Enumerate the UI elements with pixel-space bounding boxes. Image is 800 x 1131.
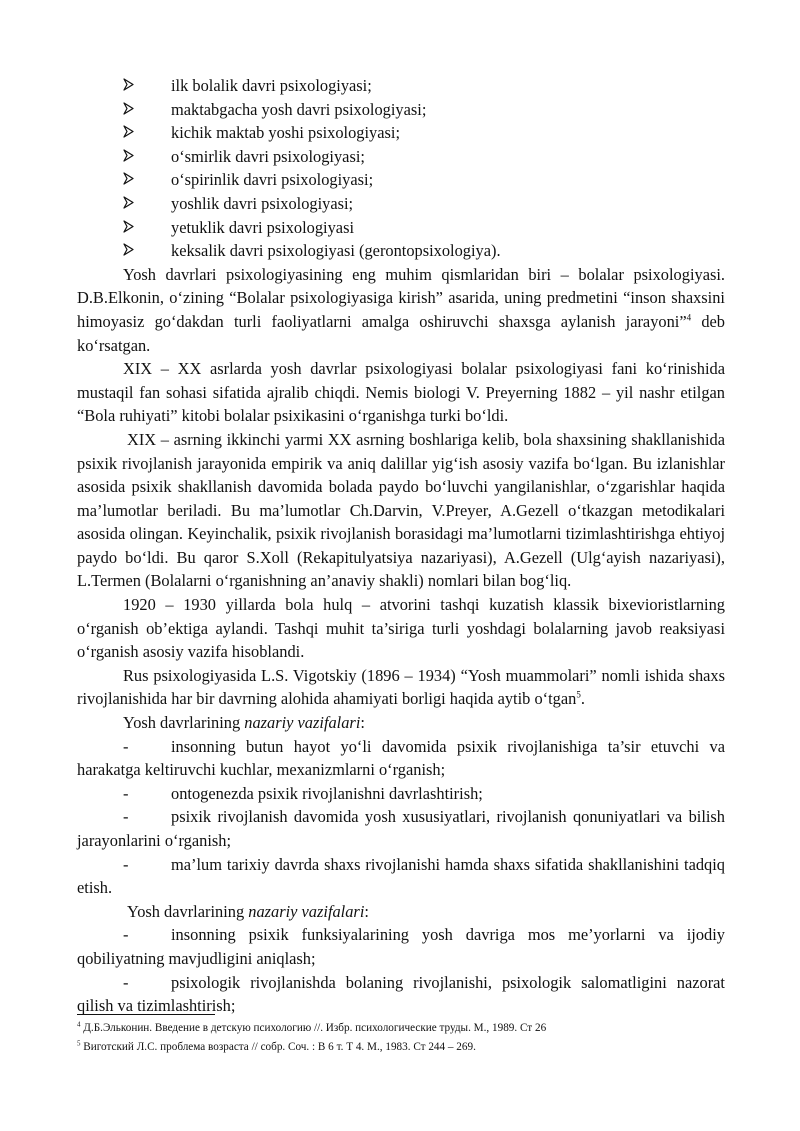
list-item: - psixik rivojlanish davomida yosh xususiyatlari, rivojlanish qonuniyatlari va bilish jarayonlarini o‘rganish; [77, 807, 725, 850]
arrow-bullet-icon [123, 192, 134, 216]
footnote-divider [77, 1014, 215, 1015]
list-item: o‘smirlik davri psixologiyasi; [77, 145, 725, 169]
list-item: kichik maktab yoshi psixologiyasi; [77, 121, 725, 145]
list-item: - insonning butun hayot yo‘li davomida psixik rivojlanishiga ta’sir etuvchi va harakatga keltiruvchi kuchlar, mexanizmlarni o‘rganish; [77, 736, 725, 780]
section-heading: Yosh davrlarining nazariy vazifalari: [123, 713, 365, 733]
section-heading: Yosh davrlarining nazariy vazifalari: [127, 901, 369, 921]
footnote-ref[interactable]: 4 [686, 312, 692, 323]
dash-marker: - [123, 972, 129, 992]
list-item: yoshlik davri psixologiyasi; [77, 192, 725, 216]
arrow-bullet-icon [123, 239, 134, 263]
arrow-bullet-icon [123, 168, 134, 192]
arrow-bullet-icon [123, 74, 134, 98]
paragraph-vygotsky: Rus psixologiyasida L.S. Vigotskiy (1896 – 1934) “Yosh muammolari” nomli ishida shaxs rivojlanishida har bir davrning alohida ahamiyati borligi haqida aytib o‘tgan$^5$. [77, 665, 725, 709]
footnotes [77, 1014, 725, 1057]
list-item: o‘spirinlik davri psixologiyasi; [77, 168, 725, 192]
list-item: - ma’lum tarixiy davrda shaxs rivojlanishi hamda shaxs sifatida shakllanishini tadqiq etish. [77, 854, 725, 898]
dash-marker: - [123, 783, 129, 803]
dash-marker: - [123, 925, 129, 945]
arrow-bullet-icon [123, 121, 134, 145]
footnote-ref[interactable]: 5 [576, 689, 581, 700]
list-item: ilk bolalik davri psixologiyasi; [77, 74, 725, 98]
list-item: yetuklik davri psixologiyasi [77, 216, 725, 240]
footnote: $^5$ Виготский Л.С. проблема возраста // собр. Соч. : В 6 т. Т 4. М., 1983. Ст 244 – 269. [77, 1039, 476, 1053]
dash-marker: - [123, 736, 129, 756]
list-item: keksalik davri psixologiyasi (gerontopsixologiya). [77, 239, 725, 263]
list-item: - ontogenezda psixik rivojlanishni davrlashtirish; [77, 782, 725, 806]
list-item: - psixologik rivojlanishda bolaning rivojlanishi, psixologik salomatligini nazorat qilish va tizimlashtirish; [77, 972, 725, 1016]
list-item: - insonning psixik funksiyalarining yosh davriga mos me’yorlarni va ijodiy qobiliyatning mavjudligini aniqlash; [77, 925, 725, 968]
paragraph-elkonin: Yosh davrlari psixologiyasining eng muhim qismlaridan biri – bolalar psixologiyasi. D.B.Elkonin, o‘zining “Bolalar psixologiyasiga kirish” asarida, uning predmetini “inson shaxsini himoyasiz go‘dakdan turli faoliyatlarni amalga oshiruvchi shaxsga aylanish jarayoni”$^4$ deb ko‘rsatgan. [77, 264, 725, 355]
footnote: $^4$ Д.Б.Эльконин. Введение в детскую психологию //. Избр. психологические труды. М., 1989. Ст 26 [77, 1020, 547, 1034]
paragraph-behaviorism: 1920 – 1930 yillarda bola hulq – atvorini tashqi kuzatish klassik bixevioristlarning o‘rganish ob’ektiga aylandi. Tashqi muhit ta’siriga turli yoshdagi bolalarning javob reaksiyasi o‘rganish asosiy vazifa hisoblandi. [77, 595, 725, 662]
arrow-bullet-icon [123, 216, 134, 240]
arrow-bullet-icon [123, 98, 134, 122]
dash-marker: - [123, 807, 129, 827]
arrow-bullet-icon [123, 145, 134, 169]
dash-marker: - [123, 854, 129, 874]
paragraph-history: XIX – XX asrlarda yosh davrlar psixologiyasi bolalar psixologiyasi fani ko‘rinishida mustaqil fan sohasi sifatida ajralib chiqdi. Nemis biologi V. Preyerning 1882 – yil nashr etilgan “Bola ruhiyati” kitobi bolalar psixikasini o‘rganishga turki bo‘ldi. [77, 359, 725, 426]
bullet-list [77, 74, 725, 263]
paragraph-empirical: XIX – asrning ikkinchi yarmi XX asrning boshlariga kelib, bola shaxsining shakllanishida psixik rivojlanish jarayonida empirik va aniq dalillar yig‘ish asosiy vazifa bo‘lgan. Bu izlanishlar asosida psixik shakllanish davomida bolada paydo bo‘luvchi yangilanishlar, o‘zgarishlar haqida ma’lumotlar beriladi. Bu ma’lumotlar Ch.Darvin, V.Preyer, A.Gezell o‘tkazgan metodikalari asosida olingan. Keyinchalik, psixik rivojlanish borasidagi ma’lumotlarni tizimlashtirishga ehtiyoj paydo bo‘ldi. Bu qaror S.Xoll (Rekapitulyatsiya nazariyasi), A.Gezell (Ulg‘ayish nazariyasi), L.Termen (Bolalarni o‘rganishning an’anaviy shakli) nomlari bilan bog‘liq. [77, 429, 725, 591]
page-body [77, 74, 725, 1018]
list-item: maktabgacha yosh davri psixologiyasi; [77, 98, 725, 122]
